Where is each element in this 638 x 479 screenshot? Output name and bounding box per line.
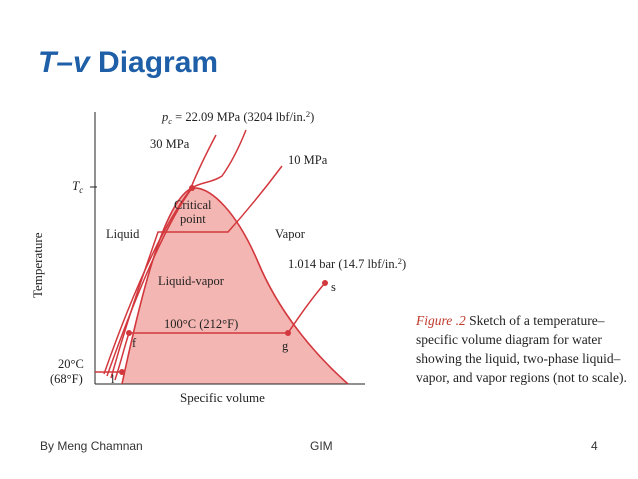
state-g-label: g: [282, 339, 289, 353]
critical-point-label-2: point: [180, 212, 206, 226]
figure-caption-text: Sketch of a temperature–specific volume diagram for water showing the liquid, two-phase liquid–vapor, and vapor regions (not to scale).: [416, 313, 627, 385]
state-l-marker: [119, 369, 125, 375]
slide-title-rest: Diagram: [89, 46, 219, 79]
liquid-vapor-region-label: Liquid-vapor: [158, 274, 224, 288]
pc-label: $p_c = 22.09$ MPa (3204 lbf/in.$^2$): [162, 109, 315, 126]
critical-point-marker: [189, 185, 195, 191]
p10-label: 10 MPa: [288, 153, 328, 167]
state-s-label: s: [331, 280, 336, 294]
isotherm-100c-label: 100°C (212°F): [164, 317, 239, 331]
atmospheric-label: 1.014 bar (14.7 lbf/in.$^2$): [288, 256, 407, 271]
figure-label: Figure .2: [416, 313, 466, 328]
temp-20c-label-1: 20°C: [58, 357, 84, 371]
y-axis-label: Temperature: [30, 232, 45, 298]
tc-label: $T_c$: [72, 178, 84, 195]
footer-page-number: 4: [591, 439, 598, 453]
vapor-region-label: Vapor: [275, 227, 305, 241]
footer-org: GIM: [310, 439, 333, 453]
temp-20c-label-2: (68°F): [50, 372, 83, 386]
state-g-marker: [285, 330, 291, 336]
x-axis-label: Specific volume: [180, 390, 265, 405]
slide-title-italic: T–v: [38, 46, 90, 79]
state-l-label: l: [111, 372, 115, 386]
state-s-marker: [322, 280, 328, 286]
footer-author: By Meng Chamnan: [40, 439, 143, 453]
state-f-label: f: [132, 336, 137, 350]
critical-point-label-1: Critical: [174, 198, 212, 212]
liquid-region-label: Liquid: [106, 227, 140, 241]
liquid-vapor-dome: [122, 188, 348, 384]
p30-label: 30 MPa: [150, 137, 190, 151]
figure-caption: [416, 311, 638, 387]
